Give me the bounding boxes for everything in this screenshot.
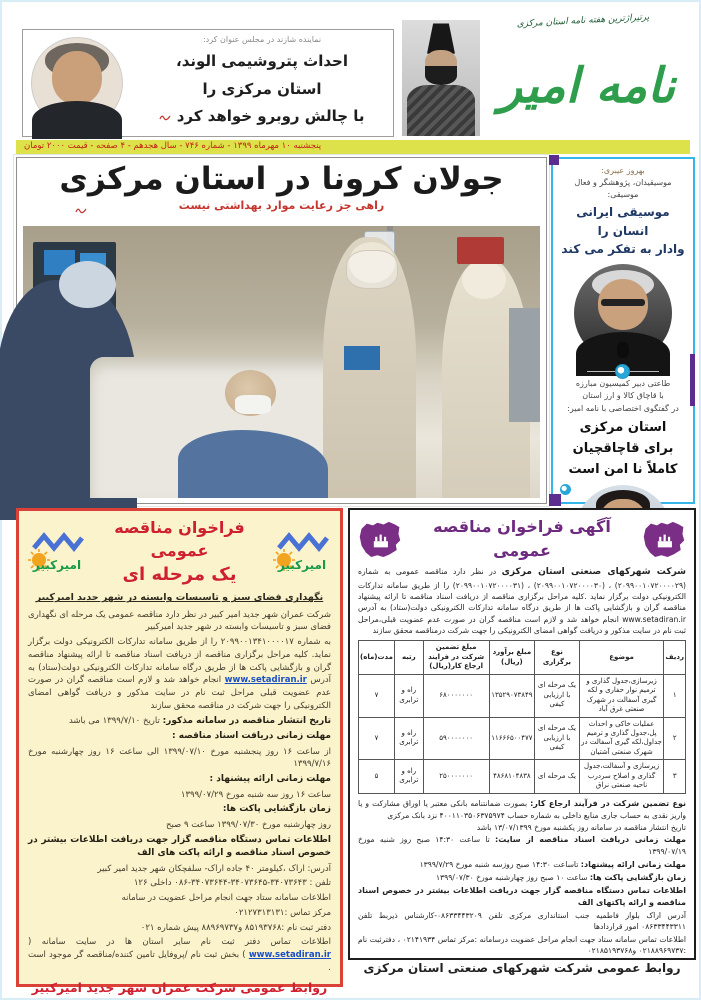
other-provinces-info: اطلاعات تماس دفتر ثبت نام سایر استان ها در سایت سامانه ( www.setadiran.ir ) بخش ثبت نام /پروفایل تامین کننده/مناقصه گر موجود است . — [28, 937, 331, 973]
table-cell: راه و ترابری — [394, 674, 423, 717]
table-cell: ۲۵۰۰۰۰۰۰۰ — [423, 760, 489, 793]
company-name: شرکت شهرکهای صنعتی استان مرکزی — [501, 567, 687, 577]
masthead-title: نامه امیر — [498, 58, 676, 114]
icu-ward-photo — [23, 226, 540, 498]
lead-story-text — [131, 31, 393, 135]
table-cell: ۷ — [359, 674, 395, 717]
sidebar-music-kicker: بهروز عیبری: — [601, 166, 645, 175]
table-header-row: ردیف موضوع نوع برگزاری مبلغ برآورد (ریال) مبلغ تضمین شرکت در فرایند ارجاع کار(ریال) رتبه مدت(ماه) — [359, 641, 686, 674]
portrait-beard — [425, 66, 456, 85]
lead-headline-line3: با چالش روبرو خواهد کرد — [137, 103, 387, 131]
paper-badge-icon — [615, 364, 630, 379]
table-row — [359, 717, 686, 760]
table-cell: ۳ — [664, 760, 686, 793]
docs-deadline-value: از ساعت ۱۶ روز پنجشنبه مورخ ۱۳۹۹/۰۷/۱۰ الی ساعت ۱۶ روز چهارشنبه مورخ ۱۳۹۹/۷/۱۶ — [28, 746, 331, 770]
tender-right-signature: روابط عمومی شرکت شهرکهای صنعتی استان مرکزی — [363, 961, 681, 976]
opening-time-label: زمان بازگشایی پاکت ها: — [589, 872, 686, 882]
table-cell: زیرسازی و آسفالت،جدول گذاری و اصلاح سردرب ناحیه صنعتی نراق — [579, 760, 664, 793]
musician-photo — [574, 264, 672, 362]
table-cell: راه و ترابری — [394, 760, 423, 793]
date-strip: پنجشنبه ۱۰ مهرماه ۱۳۹۹ - شماره ۷۴۶ - سال هجدهم - ۴ صفحه - قیمت ۲۰۰۰ تومان — [16, 140, 690, 154]
amirkabir-tender-ad: امیرکبیر فراخوان مناقصه عمومی یک مرحله ای امیرکبیر نگهداری فضای سبز و تاسیسات وابسته در شهر جدید امیرکبیر شرکت عمران شهر جدید امیر کبیر در نظر دارد مناقصه عمومی یک مرحله ای نگهداری فضای سبز و تاسیسات وابسته در شهر جدید امیرکبیر به شماره ۲۰۹۹۰۰۱۳۴۱۰۰۰۰۱۷ را از طریق سامانه تدارکات الکترونیکی دولت برگزار نماید. کلیه مراحل برگزاری مناقصه از دریافت اسناد مناقصه تا ارائه پیشنهاد مناقصه گران و بازگشایی پاکت ها از طریق درگاه سامانه تدارکات الکترونیکی دولت(ستاد) به آدرس www.setadiran.ir انجام خواهد شد و لازم است مناقصه گران در صورت عدم عضویت قبلی مراحل ثبت نام در سایت مذکور و دریافت گواهی امضای الکترونیکی را جهت شرکت در مناقصه محقق سازند تاریخ انتشار مناقصه در سامانه مذکور: تاریخ ۱۳۹۹/۷/۱۰ می باشد مهلت زمانی دریافت اسناد مناقصه : از ساعت ۱۶ روز پنجشنبه مورخ ۱۳۹۹/۰۷/۱۰ الی ساعت ۱۶ روز چهارشنبه مورخ ۱۳۹۹/۷/۱۶ مهلت زمانی ارائه پیشنهاد : ساعت ۱۶ روز سه شنبه مورخ ۱۳۹۹/۰۷/۲۹ زمان بازگشایی پاکت ها: روز چهارشنبه مورخ ۱۳۹۹/۰۷/۳۰ ساعت ۹ صبح اطلاعات تماس دستگاه مناقصه گزار جهت دریافت اطلاعات بیشتر در خصوص اسناد مناقصه و ارائه پاکت های الف آدرس: اراک ،کیلومتر ۴۰ جاده اراک- سلفچکان شهر جدید امیر کبیر تلفن : ۳۴۰۷۳۶۴۳-۳۴۰۷۳۶۴۵-۳۴۰۷۳۶۴۴-۰۸۶ داخلی ۱۲۶ اطلاعات سامانه ستاد جهت انجام مراحل عضویت در سامانه مرکز تماس :۰۲۱۲۷۳۱۳۱۳۱ دفتر ثبت نام :۸۵۱۹۳۷۶۸ و۸۸۹۶۹۷۳۷ پیش شماره ۰۲۱ اطلاعات تماس دفتر ثبت نام سایر استان ها در سایت سامانه ( www.setadiran.ir ) بخش ثبت نام /پروفایل تامین کننده/مناقصه گر موجود است . روابط عمومی شرکت عمران شهر جدید امیرکبیر — [16, 508, 343, 987]
main-subhead: راهی جز رعایت موارد بهداشتی نیست — [178, 199, 385, 212]
sidebar-music-kicker2: موسیقیدان، پژوهشگر و فعال موسیقی: — [574, 178, 672, 199]
lead-headline-line2: استان مرکزی را — [202, 79, 322, 98]
contact-heading: اطلاعات تماس دستگاه مناقصه گزار جهت دریافت اطلاعات بیشتر در خصوص اسناد مناقصه و ارائه پاکت های الف — [28, 834, 331, 859]
docs-deadline-label: مهلت زمانی دریافت اسناد مناقصه : — [171, 731, 331, 742]
tender-left-subject: نگهداری فضای سبز و تاسیسات وابسته در شهر جدید امیرکبیر — [35, 592, 324, 604]
address: آدرس اراک بلوار فاطمیه جنب استانداری مرکزی تلفن ۰۸۶۳۳۴۴۳۲۰۹-کارشناس ذیربط تلفن ۰۸۶۳۳۴۴۳۳۱۱ امور قراردادها — [358, 910, 686, 932]
table-cell: یک مرحله ای — [535, 760, 579, 793]
tender-left-intro: شرکت عمران شهر جدید امیر کبیر در نظر دارد مناقصه عمومی یک مرحله ای نگهداری فضای سبز و تاسیسات وابسته در شهر جدید امیرکبیر — [28, 609, 331, 633]
medical-device — [457, 237, 504, 264]
table-cell: ۱۳۵۲۹۰۷۳۸۴۹ — [489, 674, 535, 717]
sidebar-corner-accent — [549, 155, 559, 165]
lead-story-box — [22, 29, 394, 137]
iran-map-logo-icon — [642, 519, 686, 559]
face-shield — [346, 250, 398, 288]
publish-date-label: تاریخ انتشار مناقصه در سامانه مذکور: — [162, 715, 331, 726]
glasses — [601, 299, 644, 306]
tender-right-title: آگهی فراخوان مناقصه عمومی — [433, 517, 611, 560]
sidebar — [551, 157, 695, 504]
amir-kabir-portrait — [402, 20, 480, 136]
amirkabir-logo-icon: امیرکبیر — [28, 528, 86, 576]
setad-info: اطلاعات تماس سامانه ستاد جهت انجام مراحل عضویت درسامانه :مرکز تماس ۰۲۱۴۱۹۳۴ ، دفترثبت نام :۰۲۱۸۸۹۶۹۷۳۷ و۰۲۱۸۵۱۹۳۷۶۸ — [358, 934, 686, 955]
tender-left-title: فراخوان مناقصه عمومی یک مرحله ای — [114, 518, 245, 586]
sidebar-divider — [587, 371, 659, 372]
paper-badge-icon — [560, 484, 571, 495]
table-row — [359, 674, 686, 717]
portrait-hat — [419, 23, 463, 53]
sidebar-music-title: موسیقی ایرانی انسان را وادار به تفکر می کند — [561, 205, 685, 257]
oxygen-mask — [235, 395, 271, 414]
sidebar-corner-accent — [690, 354, 695, 406]
main-headline: جولان کرونا در استان مرکزی — [59, 161, 504, 197]
table-row — [359, 760, 686, 793]
sidebar-smuggling-title: استان مرکزی برای قاچاقچیان کاملاً نا امن است — [568, 419, 678, 477]
table-cell: یک مرحله ای با ارزیابی کیفی — [535, 674, 579, 717]
tender-left-header — [28, 516, 331, 588]
medical-device — [509, 308, 540, 422]
masthead — [400, 12, 692, 138]
tender-table — [358, 640, 686, 793]
proposal-deadline-value: ساعت ۱۶ روز سه شنبه مورخ ۱۳۹۹/۰۷/۲۹ — [180, 789, 331, 800]
portrait-robe — [407, 85, 476, 136]
setadiran-link[interactable]: www.setadiran.ir — [224, 675, 307, 686]
tender-left-body: به شماره ۲۰۹۹۰۰۱۳۴۱۰۰۰۰۱۷ را از طریق سامانه تدارکات الکترونیکی دولت برگزار نماید. کلیه مراحل برگزاری مناقصه از دریافت اسناد مناقصه تا ارائه پیشنهاد مناقصه گران و بازگشایی پاکت ها از طریق درگاه سامانه تدارکات الکترونیکی دولت(ستاد) به آدرس www.setadiran.ir انجام خواهد شد و لازم است مناقصه گران در صورت عدم عضویت قبلی مراحل ثبت نام در سایت مذکور و دریافت گواهی امضای الکترونیکی را جهت شرکت در مناقصه محقق سازند — [28, 637, 332, 711]
photo-face — [52, 51, 102, 105]
call-center: مرکز تماس :۰۲۱۲۷۳۱۳۱۳۱ — [234, 907, 331, 918]
page-ref-mark — [159, 113, 171, 121]
address: آدرس: اراک ،کیلومتر ۴۰ جاده اراک- سلفچکان شهر جدید امیر کبیر — [97, 863, 331, 874]
setad-info: اطلاعات سامانه ستاد جهت انجام مراحل عضویت در سامانه — [121, 893, 331, 904]
tender-right-intro: شرکت شهرکهای صنعتی استان مرکزی در نظر دارد مناقصه عمومی به شماره (۲۰۹۹۰۰۱۰۷۲۰۰۰۰۲۹) ، (۲۰۹۹۰۰۱۰۷۲۰۰۰۰۳۰) ، (۲۰۹۹۰۰۱۰۷۲۰۰۰۰۳۱) را از طریق سامانه تدارکات الکترونیکی دولت برگزار نماید .کلیه مراحل برگزاری مناقصه از دریافت اسناد مناقصه تا ارائه پیشنهاد مناقصه گران و بازگشایی پاکت ها از طریق درگاه سامانه تدارکات الکترونیکی دولت(ستاد) به آدرس www.setadiran.ir انجام خواهد شد و لازم است مناقصه گران در صورت عدم عضویت قبلی،مراحل ثبت نام در سایت مذکور و دریافت گواهی امضای الکترونیکی را جهت شرکت درمناقصه محقق سازند — [358, 567, 687, 636]
table-cell: ۵ — [359, 760, 395, 793]
tender-left-signature: روابط عمومی شرکت عمران شهر جدید امیرکبیر — [31, 979, 328, 995]
opening-time-value: روز چهارشنبه مورخ ۱۳۹۹/۰۷/۳۰ ساعت ۹ صبح — [165, 819, 331, 830]
microphone — [617, 342, 629, 358]
page-ref-mark — [75, 206, 87, 214]
table-cell: ۷ — [359, 717, 395, 760]
masthead-tagline: پرتیراژترین هفته نامه استان مرکزی — [516, 12, 650, 30]
setadiran-link[interactable]: www.setadiran.ir — [248, 950, 331, 961]
phone: تلفن : ۳۴۰۷۳۶۴۳-۳۴۰۷۳۶۴۵-۳۴۰۷۳۶۴۴-۰۸۶ داخلی ۱۲۶ — [133, 878, 331, 889]
lead-story-photo — [31, 37, 123, 129]
setadiran-link[interactable]: www.setadiran.ir — [622, 614, 686, 624]
industrial-estates-tender-ad: آگهی فراخوان مناقصه عمومی شرکت شهرکهای صنعتی استان مرکزی در نظر دارد مناقصه عمومی به شماره (۲۰۹۹۰۰۱۰۷۲۰۰۰۰۲۹) ، (۲۰۹۹۰۰۱۰۷۲۰۰۰۰۳۰) ، (۲۰۹۹۰۰۱۰۷۲۰۰۰۰۳۱) را از طریق سامانه تدارکات الکترونیکی دولت برگزار نماید .کلیه مراحل برگزاری مناقصه از دریافت اسناد مناقصه تا ارائه پیشنهاد مناقصه گران و بازگشایی پاکت ها از طریق درگاه سامانه تدارکات الکترونیکی دولت(ستاد) به آدرس www.setadiran.ir انجام خواهد شد و لازم است مناقصه گران در صورت عدم عضویت قبلی،مراحل ثبت نام در سایت مذکور و دریافت گواهی امضای الکترونیکی را جهت شرکت درمناقصه محقق سازند ردیف موضوع نوع برگزاری مبلغ برآورد (ریال) مبلغ تضمین شرکت در فرایند ارجاع کار(ریال) رتبه مدت(ماه) ۱ زیرسازی،جدول گذاری و ترمیم نوار حفاری و لکه گیری آسفالت در شهرک صنعتی غرق آباد یک مرحله ای با ارزیابی کیفی ۱۳۵۲۹۰۷۳۸۴۹ ۶۸۰۰۰۰۰۰۰ راه و ترابری ۷ ۲ عملیات خاکی و احداث پل،جدول گذاری و ترمیم جداول،لکه گیری آسفالت در شهرک صنعتی آشتیان یک مرحله ای با ارزیابی کیفی ۱۱۶۶۶۵۰۰۴۷۷ ۵۹۰۰۰۰۰۰۰ راه و ترابری ۷ ۳ زیرسازی و آسفالت،جدول گذاری و اصلاح سردرب ناحیه صنعتی نراق یک مرحله ای ۴۸۶۸۱۰۴۸۳۸ ۲۵۰۰۰۰۰۰۰ راه و ترابری ۵ نوع تضمین شرکت در فرآیند ارجاع کار: بصورت ضمانتنامه بانکی معتبر یا اوراق مشارکت و یا واریز نقدی به حساب جاری منابع داخلی به شماره حساب ۴۰۰۱۱۰۳۵۰۶۳۷۵۹۷۴ نزد بانک مرکزی تاریخ انتشار مناقصه در سامانه روز یکشنبه مورخ ۱۳/۰۷/۱۳۹۹ باشد مهلت زمانی دریافت اسناد مناقصه از سایت: تا ساعت ۱۴:۳۰ صبح روز شنبه مورخ ۱۳۹۹/۰۷/۱۹ مهلت زمانی ارائه پیشنهاد: تاساعت ۱۴:۳۰ صبح روزسه شنبه مورخ ۱۳۹۹/۷/۲۹ زمان بازگشایی پاکت ها: ساعت ۱۰ صبح روز چهارشنبه مورخ ۱۳۹۹/۰۷/۳۰ اطلاعات تماس دستگاه مناقصه گزار جهت دریافت اطلاعات بیشتر در خصوص اسناد مناقصه و ارائه پاکتهای الف آدرس اراک بلوار فاطمیه جنب استانداری مرکزی تلفن ۰۸۶۳۳۴۴۳۲۰۹-کارشناس ذیربط تلفن ۰۸۶۳۳۴۴۳۳۱۱ امور قراردادها اطلاعات تماس سامانه ستاد جهت انجام مراحل عضویت درسامانه :مرکز تماس ۰۲۱۴۱۹۳۴ ، دفترثبت نام :۰۲۱۸۸۹۶۹۷۳۷ و۰۲۱۸۵۱۹۳۷۶۸ روابط عمومی شرکت شهرکهای صنعتی استان مرکزی — [348, 508, 696, 960]
register-office: دفتر ثبت نام :۸۵۱۹۳۷۶۸ و۸۸۹۶۹۷۳۷ پیش شماره ۰۲۱ — [140, 922, 331, 933]
nurse-cap — [59, 261, 116, 307]
table-cell: ۵۹۰۰۰۰۰۰۰ — [423, 717, 489, 760]
table-cell: زیرسازی،جدول گذاری و ترمیم نوار حفاری و لکه گیری آسفالت در شهرک صنعتی غرق آباد — [579, 674, 664, 717]
table-cell: ۱۱۶۶۶۵۰۰۴۷۷ — [489, 717, 535, 760]
lead-kicker: نماینده شازند در مجلس عنوان کرد: — [202, 34, 322, 44]
sidebar-corner-accent — [549, 494, 561, 506]
table-cell: ۲ — [664, 717, 686, 760]
table-cell: ۴۸۶۸۱۰۴۸۳۸ — [489, 760, 535, 793]
table-cell: ۶۸۰۰۰۰۰۰۰ — [423, 674, 489, 717]
docs-deadline-label: مهلت زمانی دریافت اسناد مناقصه از سایت: — [495, 835, 686, 845]
sidebar-smuggling-kicker: طاعتی دبیر کمیسیون مبارزه با قاچاق کالا و ارز استان در گفتگوی اختصاصی با نامه امیر: — [567, 378, 679, 413]
proposal-deadline-label: مهلت زمانی ارائه پیشنهاد: — [580, 859, 686, 869]
lead-headline-line1: احداث پتروشیمی الوند، — [176, 51, 348, 70]
contact-heading: اطلاعات تماس دستگاه مناقصه گزار جهت دریافت اطلاعات بیشتر در خصوص اسناد مناقصه و ارائه پاکتهای الف — [358, 885, 686, 907]
table-cell: عملیات خاکی و احداث پل،جدول گذاری و ترمیم جداول،لکه گیری آسفالت در شهرک صنعتی آشتیان — [579, 717, 664, 760]
guarantee-label: نوع تضمین شرکت در فرآیند ارجاع کار: — [530, 798, 686, 808]
bedside-monitor — [344, 346, 380, 370]
publish-date: تاریخ انتشار مناقصه در سامانه روز یکشنبه مورخ ۱۳/۰۷/۱۳۹۹ باشد — [476, 822, 686, 832]
table-cell: راه و ترابری — [394, 717, 423, 760]
amirkabir-logo-icon: امیرکبیر — [273, 528, 331, 576]
iran-map-logo-icon — [358, 519, 402, 559]
tender-right-header — [358, 515, 686, 563]
opening-time-label: زمان بازگشایی پاکت ها: — [222, 804, 331, 815]
table-cell: یک مرحله ای با ارزیابی کیفی — [535, 717, 579, 760]
proposal-deadline-label: مهلت زمانی ارائه پیشنهاد : — [209, 774, 331, 785]
table-cell: ۱ — [664, 674, 686, 717]
main-article — [16, 157, 547, 504]
photo-suit — [32, 101, 122, 139]
